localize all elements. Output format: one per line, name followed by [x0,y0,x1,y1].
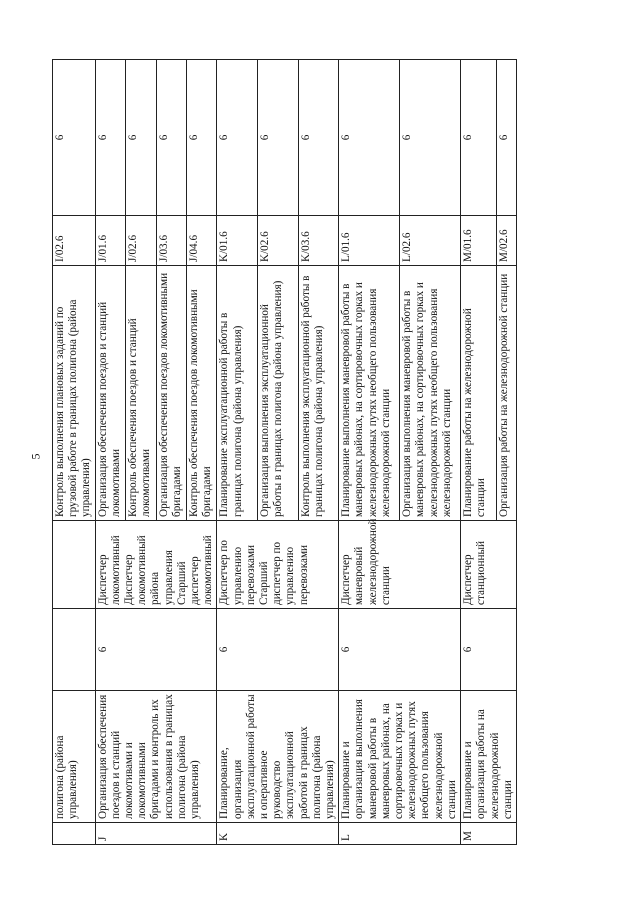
subfunction-name-cell: Планирование работы на железнодорожной станции [461,266,497,521]
level-cell: 6 [461,609,517,691]
table-row [339,60,400,845]
table-row [95,60,125,845]
level-cell [53,609,96,691]
level-cell: 6 [217,609,339,691]
table-row [461,60,497,845]
function-name-cell: Планирование и организация работы на железнодорожной станции [461,691,517,823]
subfunction-name-cell: Организация обеспечения поездов локомотивными бригадами [156,266,186,521]
code-cell: J/02.6 [126,216,156,266]
code-cell: J/04.6 [186,216,216,266]
code-cell: I/02.6 [53,216,96,266]
sublevel-cell: 6 [126,60,156,216]
function-name-cell: полигона (района управления) [53,691,96,823]
sublevel-cell: 6 [258,60,299,216]
position-cell [53,521,96,609]
function-name-cell: Планирование, организация эксплуатационной работы и оперативное руководство эксплуатационной работой в границах полигона (района управления) [217,691,339,823]
position-cell: Диспетчер станционный [461,521,517,609]
sublevel-cell: 6 [497,60,517,216]
table-row [217,60,258,845]
page-number: 5 [28,453,43,460]
sublevel-cell: 6 [217,60,258,216]
subfunction-name-cell: Организация обеспечения поездов и станций локомотивами [95,266,125,521]
code-cell: J/01.6 [95,216,125,266]
letter-cell: L [339,823,461,845]
sublevel-cell: 6 [461,60,497,216]
code-cell: L/02.6 [400,216,461,266]
level-cell: 6 [95,609,217,691]
sublevel-cell: 6 [339,60,400,216]
letter-cell: M [461,823,517,845]
subfunction-name-cell: Организация выполнения маневровой работы в маневровых районах, на сортировочных горках и железнодорожных путях необщего пользования железнодорожной станции [400,266,461,521]
code-cell: K/01.6 [217,216,258,266]
subfunction-name-cell: Контроль выполнения плановых заданий по грузовой работе в границах полигона (района управления) [53,266,96,521]
rotated-table-wrapper [52,60,640,845]
functions-table [52,59,517,845]
subfunction-name-cell: Организация выполнения эксплуатационной работы в границах полигона (района управления) [258,266,299,521]
letter-cell: K [217,823,339,845]
code-cell: L/01.6 [339,216,400,266]
level-cell: 6 [339,609,461,691]
position-cell: Диспетчер маневровый железнодорожной станции [339,521,461,609]
code-cell: K/02.6 [258,216,299,266]
code-cell: M/02.6 [497,216,517,266]
table-body [53,60,517,845]
function-name-cell: Организация обеспечения поездов и станций локомотивами и локомотивными бригадами и контроль их использования в границах полигона (района управления) [95,691,217,823]
subfunction-name-cell: Контроль обеспечения поездов и станций локомотивами [126,266,156,521]
subfunction-name-cell: Контроль выполнения эксплуатационной работы в границах полигона (района управления) [298,266,339,521]
sublevel-cell: 6 [298,60,339,216]
letter-cell [53,823,96,845]
sublevel-cell: 6 [186,60,216,216]
position-cell: Диспетчер локомотивный Диспетчер локомотивный района управления Старший диспетчер локомотивный [95,521,217,609]
sublevel-cell: 6 [53,60,96,216]
letter-cell: J [95,823,217,845]
function-name-cell: Планирование и организация выполнения маневровой работы в маневровых районах, на сортировочных горках и железнодорожных путях необщего пользования железнодорожной станции [339,691,461,823]
subfunction-name-cell: Организация работы на железнодорожной станции [497,266,517,521]
code-cell: J/03.6 [156,216,186,266]
sublevel-cell: 6 [95,60,125,216]
table-row [53,60,96,845]
code-cell: M/01.6 [461,216,497,266]
subfunction-name-cell: Контроль обеспечения поездов локомотивными бригадами [186,266,216,521]
code-cell: K/03.6 [298,216,339,266]
position-cell: Диспетчер по управлению перевозками Старший диспетчер по управлению перевозками [217,521,339,609]
sublevel-cell: 6 [400,60,461,216]
subfunction-name-cell: Планирование эксплуатационной работы в границах полигона (района управления) [217,266,258,521]
sublevel-cell: 6 [156,60,186,216]
subfunction-name-cell: Планирование выполнения маневровой работы в маневровых районах, на сортировочных горках и железнодорожных путях необщего пользования железнодорожной станции [339,266,400,521]
